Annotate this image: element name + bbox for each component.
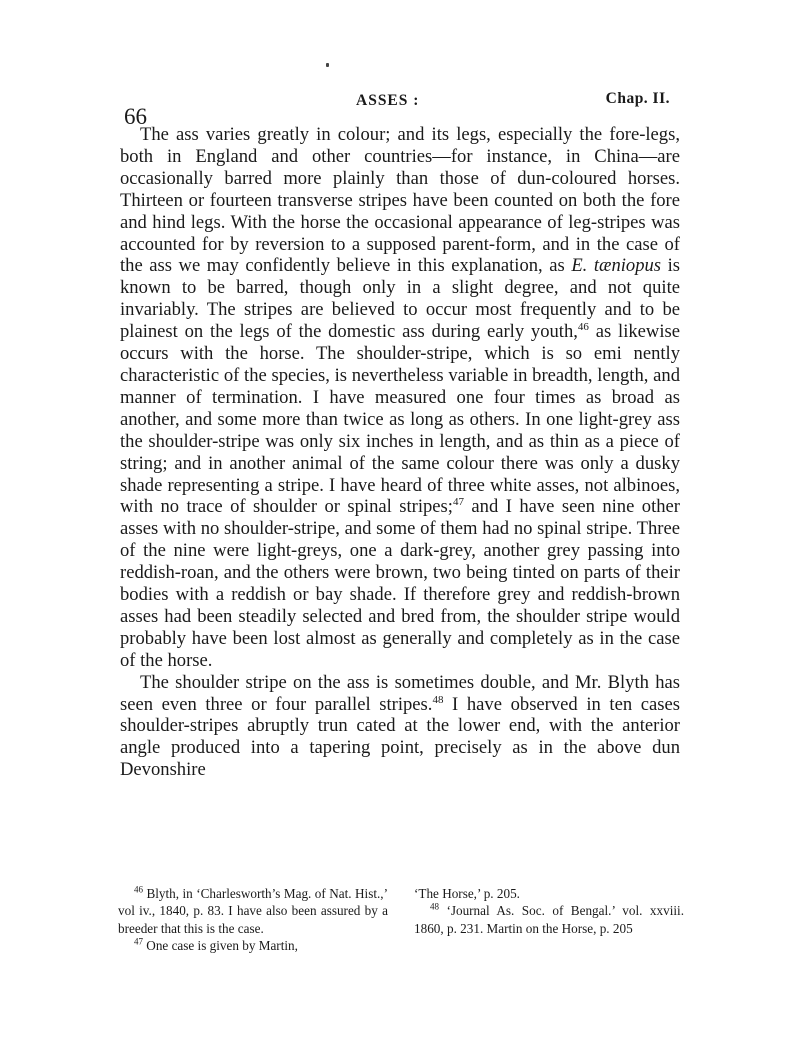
running-title: ASSES : [356,92,420,109]
footnote-47-text: One case is given by Martin, [143,938,298,954]
footnote-47-mark: 47 [134,936,143,947]
footnote-46-mark: 46 [134,884,143,895]
footnote-48-mark: 48 [430,902,439,913]
paragraph-2 [120,672,680,782]
footnote-ref-46[interactable]: 46 [577,320,589,333]
paragraph-2-text-a: The shoulder stripe on the ass is sometimes double, and Mr. Blyth has seen even three or four parallel stripes. [120,671,680,715]
body-text [120,124,680,781]
footnote-47-continued: ‘The Horse,’ p. 205. [414,886,520,901]
footnote-ref-47[interactable]: 47 [452,496,464,509]
paragraph-1-text-c: as likewise occurs with the horse. The shoulder-stripe, which is so emi nently characteristic of the species, is nevertheless variable in breadth, length, and manner of termination. I have measured one four times as broad as another, and some more than twice as long as others. In one light-grey ass the shoulder-stripe was only six inches in length, and as thin as a piece of string; and in another animal of the same colour there was only a dusky shade representing a stripe. I have heard of three white asses, not albinoes, with no trace of shoulder or spinal stripes; [120,321,680,518]
paragraph-1-text-b: is known to be barred, though only in a slight degree, and not quite invariably. The stripes are believed to occur most frequently and to be plainest on the legs of the domestic ass during early youth, [120,255,681,343]
footnotes-left-column [118,885,388,955]
ink-speck [326,63,329,67]
footnote-46 [118,885,388,937]
running-head [120,88,680,128]
paragraph-1-text-a: The ass varies greatly in colour; and its legs, especially the fore-legs, both in England and other countries—for instance, in China—are occasionally barred more plainly than those of dun-coloured horses. Thirteen or fourteen transverse stripes have been counted on both the fore and hind legs. With the horse the occasional appearance of leg-stripes was accounted for by reversion to a supposed parent-form, and in the case of the ass we may confidently believe in this explanation, as [120,124,680,277]
footnote-48-text: ‘Journal As. Soc. of Bengal.’ vol. xxviii. 1860, p. 231. Martin on the Horse, p. 205 [414,903,684,936]
species-name: E. tæniopus [571,255,662,277]
footnote-ref-48[interactable]: 48 [432,693,444,706]
paragraph-1-text-d: and I have seen nine other asses with no shoulder-stripe, and some of them had no spinal stripe. Three of the nine were light-greys, one a dark-grey, another grey passing into reddish-roan, and the others were brown, two being tinted on parts of their bodies with a reddish or bay shade. If therefore grey and reddish-brown asses had been steadily selected and bred from, the shoulder stripe would probably have been lost almost as generally and completely as in the case of the horse. [120,496,680,671]
page-number: 66 [124,104,147,129]
footnotes [118,885,684,955]
paragraph-2-text-b: I have observed in ten cases shoulder-stripes abruptly trun cated at the lower end, with the anterior angle produced into a tapering point, precisely as in the above dun Devonshire [120,693,680,781]
chapter-reference: Chap. II. [605,90,670,107]
footnote-48 [414,902,684,937]
footnote-46-text: Blyth, in ‘Charlesworth’s Mag. of Nat. Hist.,’ vol iv., 1840, p. 83. I have also been assured by a breeder that this is the case. [118,886,388,936]
footnotes-right-column [414,885,684,955]
footnote-47 [118,937,388,954]
paragraph-1 [120,124,680,672]
